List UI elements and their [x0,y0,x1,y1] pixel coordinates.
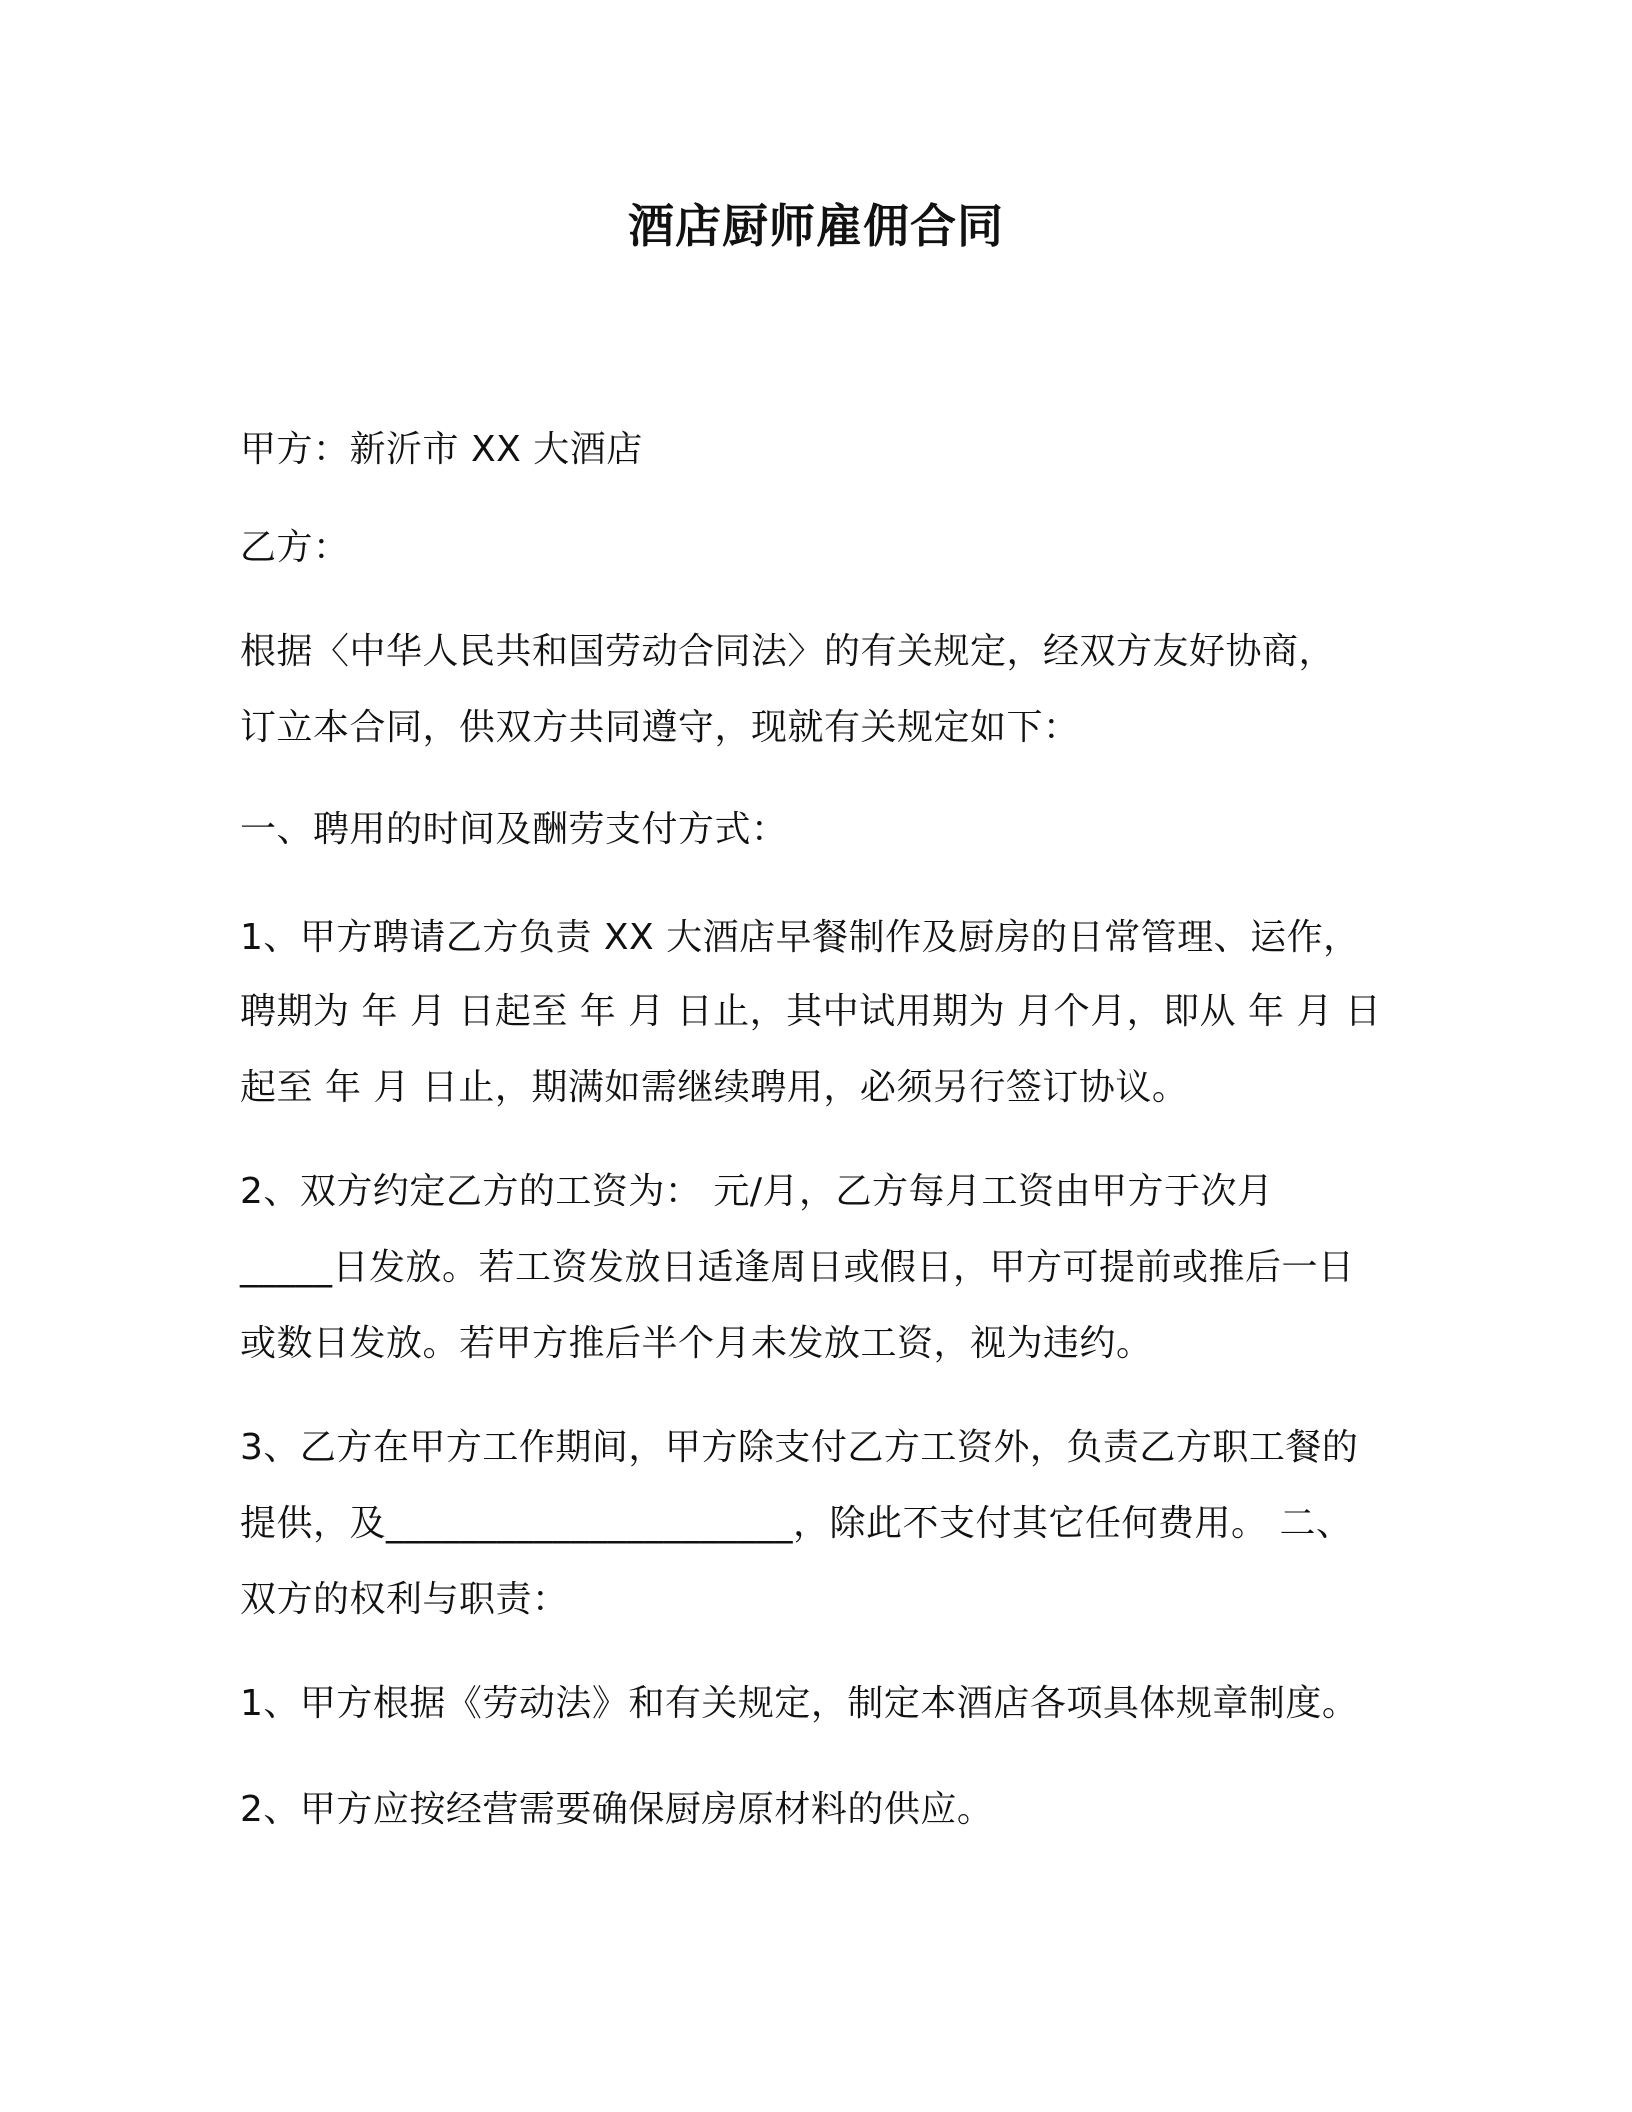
preamble-line-1: 根据〈中华人民共和国劳动合同法〉的有关规定，经双方友好协商， [240,631,1336,672]
clause-1-3-line-2: 提供，及______________________，除此不支付其它任何费用。 二、 [240,1503,1353,1544]
party-a-line: 甲方：新沂市 XX 大酒店 [240,429,643,470]
clause-1-1-line-2: 聘期为 年 月 日起至 年 月 日止，其中试用期为 月个月，即从 年 月 日 [240,991,1382,1032]
preamble-line-2: 订立本合同，供双方共同遵守，现就有关规定如下： [240,707,1080,748]
section-1-heading: 一、聘用的时间及酬劳支付方式： [240,809,788,850]
clause-2-2: 2、甲方应按经营需要确保厨房原材料的供应。 [240,1789,994,1830]
clause-1-2-line-2: _____日发放。若工资发放日适逢周日或假日，甲方可提前或推后一日 [240,1247,1355,1288]
clause-2-1: 1、甲方根据《劳动法》和有关规定，制定本酒店各项具体规章制度。 [240,1683,1359,1724]
party-b-line: 乙方： [240,527,350,568]
clause-1-3-line-1: 3、乙方在甲方工作期间，甲方除支付乙方工资外，负责乙方职工餐的 [240,1427,1359,1468]
clause-1-2-line-1: 2、双方约定乙方的工资为： 元/月，乙方每月工资由甲方于次月 [240,1171,1274,1212]
section-2-heading: 双方的权利与职责： [240,1579,569,1620]
document-title: 酒店厨师雇佣合同 [628,199,1004,253]
clause-1-2-line-3: 或数日发放。若甲方推后半个月未发放工资，视为违约。 [240,1323,1153,1364]
clause-1-1-line-3: 起至 年 月 日止，期满如需继续聘用，必须另行签订协议。 [240,1067,1189,1108]
clause-1-1-line-1: 1、甲方聘请乙方负责 XX 大酒店早餐制作及厨房的日常管理、运作， [240,917,1360,958]
